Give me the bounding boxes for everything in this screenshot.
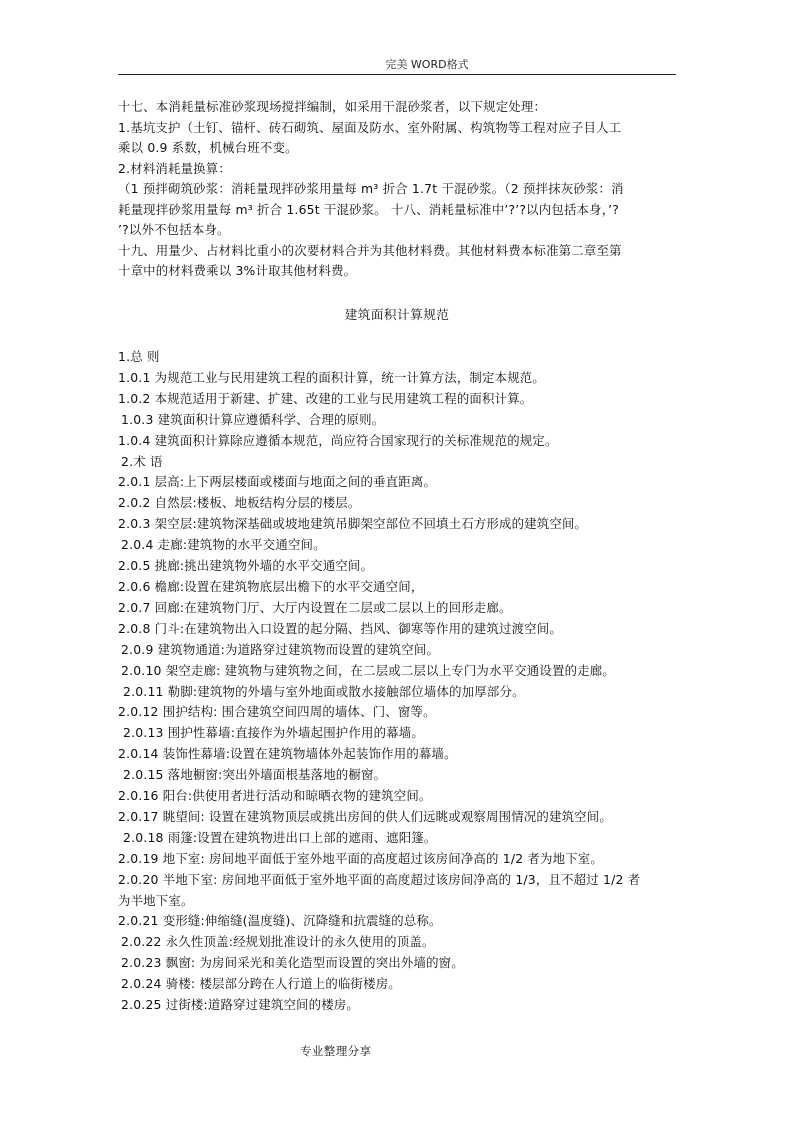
spec-line: 2.0.9 建筑物通道:为道路穿过建筑物而设置的建筑空间。 <box>121 641 440 657</box>
intro-line: 1.基坑支护（土钉、锚杆、砖石砌筑、屋面及防水、室外附属、构筑物等工程对应子目人工 <box>118 119 622 135</box>
spec-line: 2.0.6 檐廊:设置在建筑物底层出檐下的水平交通空间， <box>118 578 424 594</box>
intro-line: （1 预拌砌筑砂浆：消耗量现拌砂浆用量每 m³ 折合 1.7t 干混砂浆。（2 预拌抹灰砂浆：消 <box>118 181 624 196</box>
intro-line: 乘以 0.9 系数，机械台班不变。 <box>118 140 298 155</box>
spec-line: 为半地下室。 <box>118 892 194 908</box>
spec-line: 2.0.21 变形缝:伸缩缝(温度缝)、沉降缝和抗震缝的总称。 <box>118 913 442 929</box>
spec-line: 2.0.17 眺望间: 设置在建筑物顶层或挑出房间的供人们远眺或观察周围情况的建筑空间。 <box>118 808 612 824</box>
intro-line: 十七、本消耗量标准砂浆现场搅拌编制，如采用干混砂浆者，以下规定处理： <box>118 99 547 114</box>
spec-line: 2.0.3 架空层:建筑物深基础或坡地建筑吊脚架空部位不回填土石方形成的建筑空间。 <box>118 516 588 532</box>
spec-heading: 1.总 则 <box>118 349 160 364</box>
spec-line: 1.0.1 为规范工业与民用建筑工程的面积计算，统一计算方法，制定本规范。 <box>118 369 545 385</box>
spec-line: 2.0.23 飘窗: 为房间采光和美化造型而设置的突出外墙的窗。 <box>121 955 464 971</box>
intro-line: 耗量现拌砂浆用量每 m³ 折合 1.65t 干混砂浆。 十八、消耗量标准中’?’?以内包括本身，’? <box>118 201 620 217</box>
spec-line: 2.0.12 围护结构: 围合建筑空间四周的墙体、门、窗等。 <box>118 704 436 720</box>
spec-line: 2.0.1 层高:上下两层楼面或楼面与地面之间的垂直距离。 <box>118 474 437 490</box>
intro-line: 十九、用量少、占材料比重小的次要材料合并为其他材料费。其他材料费本标准第二章至第 <box>118 242 622 258</box>
spec-line: 2.0.4 走廊:建筑物的水平交通空间。 <box>121 537 326 553</box>
spec-line: 2.0.2 自然层:楼板、地板结构分层的楼层。 <box>118 495 361 511</box>
spec-line: 2.0.24 骑楼: 楼层部分跨在人行道上的临街楼房。 <box>121 976 401 992</box>
spec-line: 2.0.18 雨篷:设置在建筑物进出口上部的遮雨、遮阳篷。 <box>123 829 437 845</box>
intro-section <box>118 97 678 282</box>
spec-line: 2.0.5 挑廊:挑出建筑物外墙的水平交通空间。 <box>118 558 374 574</box>
spec-section <box>118 347 678 1016</box>
spec-heading: 2.术 语 <box>121 453 163 469</box>
intro-line: ’?以外不包括本身。 <box>118 222 230 237</box>
page-footer: 专业整理分享 <box>300 1044 372 1058</box>
spec-line: 2.0.16 阳台:供使用者进行活动和晾晒衣物的建筑空间。 <box>118 788 432 804</box>
spec-line: 2.0.25 过街楼:道路穿过建筑空间的楼房。 <box>121 997 359 1013</box>
spec-line: 2.0.14 装饰性幕墙:设置在建筑物墙体外起装饰作用的幕墙。 <box>118 746 457 762</box>
section-title: 建筑面积计算规范 <box>344 307 450 322</box>
spec-line: 2.0.22 永久性顶盖:经规划批准设计的永久使用的顶盖。 <box>121 934 435 950</box>
spec-line: 2.0.15 落地橱窗:突出外墙面根基落地的橱窗。 <box>123 767 387 783</box>
spec-line: 2.0.7 回廊:在建筑物门厅、大厅内设置在二层或二层以上的回形走廊。 <box>118 599 512 615</box>
spec-line: 1.0.3 建筑面积计算应遵循科学、合理的原则。 <box>121 411 385 427</box>
spec-line: 1.0.4 建筑面积计算除应遵循本规范，尚应符合国家现行的关标准规范的规定。 <box>118 432 558 448</box>
spec-line: 2.0.13 围护性幕墙:直接作为外墙起围护作用的幕墙。 <box>123 725 424 741</box>
intro-line: 十章中的材料费乘以 3%计取其他材料费。 <box>118 263 357 278</box>
page-header <box>118 56 676 75</box>
header-title: 完美 WORD格式 <box>385 58 469 71</box>
spec-line: 2.0.20 半地下室: 房间地平面低于室外地平面的高度超过该房间净高的 1/3，且不超过 1/2 者 <box>118 871 641 887</box>
spec-line: 2.0.8 门斗:在建筑物出入口设置的起分隔、挡风、御寒等作用的建筑过渡空间。 <box>118 620 562 636</box>
spec-line: 2.0.19 地下室: 房间地平面低于室外地平面的高度超过该房间净高的 1/2 者为地下室。 <box>118 850 603 866</box>
intro-line: 2.材料消耗量换算： <box>118 160 231 176</box>
spec-line: 1.0.2 本规范适用于新建、扩建、改建的工业与民用建筑工程的面积计算。 <box>118 390 533 406</box>
spec-line: 2.0.11 勒脚:建筑物的外墙与室外地面或散水接触部位墙体的加厚部分。 <box>123 683 525 699</box>
spec-line: 2.0.10 架空走廊: 建筑物与建筑物之间，在二层或二层以上专门为水平交通设置的走廊。 <box>121 662 615 678</box>
